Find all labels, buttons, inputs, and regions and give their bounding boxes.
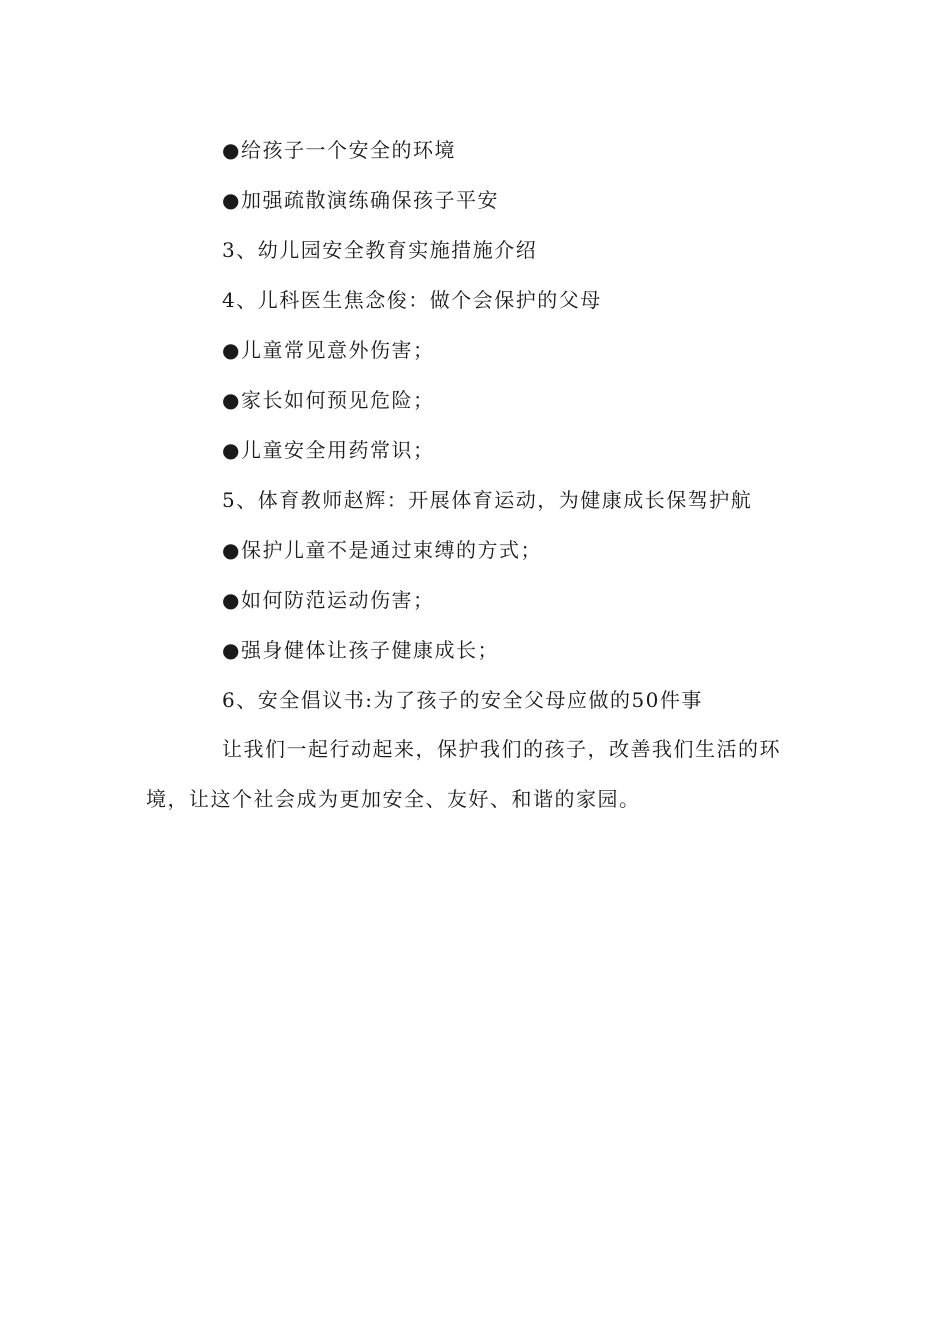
bullet-safe-environment: ●给孩子一个安全的环境	[222, 138, 456, 162]
bullet-fitness: ●强身健体让孩子健康成长；	[222, 638, 499, 662]
bullet-prevent-sports-injury: ●如何防范运动伤害；	[222, 588, 435, 612]
heading-item-6: 6、安全倡议书:为了孩子的安全父母应做的50件事	[222, 688, 703, 712]
heading-item-4: 4、儿科医生焦念俊：做个会保护的父母	[222, 288, 602, 312]
closing-paragraph-line-1: 让我们一起行动起来，保护我们的孩子，改善我们生活的环	[222, 737, 781, 761]
bullet-medication-safety: ●儿童安全用药常识；	[222, 438, 435, 462]
bullet-common-injuries: ●儿童常见意外伤害；	[222, 338, 435, 362]
bullet-foresee-danger: ●家长如何预见危险；	[222, 388, 435, 412]
heading-item-5: 5、体育教师赵辉：开展体育运动，为健康成长保驾护航	[222, 488, 753, 512]
bullet-not-restraint: ●保护儿童不是通过束缚的方式；	[222, 538, 542, 562]
bullet-evacuation-drill: ●加强疏散演练确保孩子平安	[222, 188, 499, 212]
heading-item-3: 3、幼儿园安全教育实施措施介绍	[222, 238, 538, 262]
closing-paragraph-line-2: 境，让这个社会成为更加安全、友好、和谐的家园。	[146, 787, 641, 811]
